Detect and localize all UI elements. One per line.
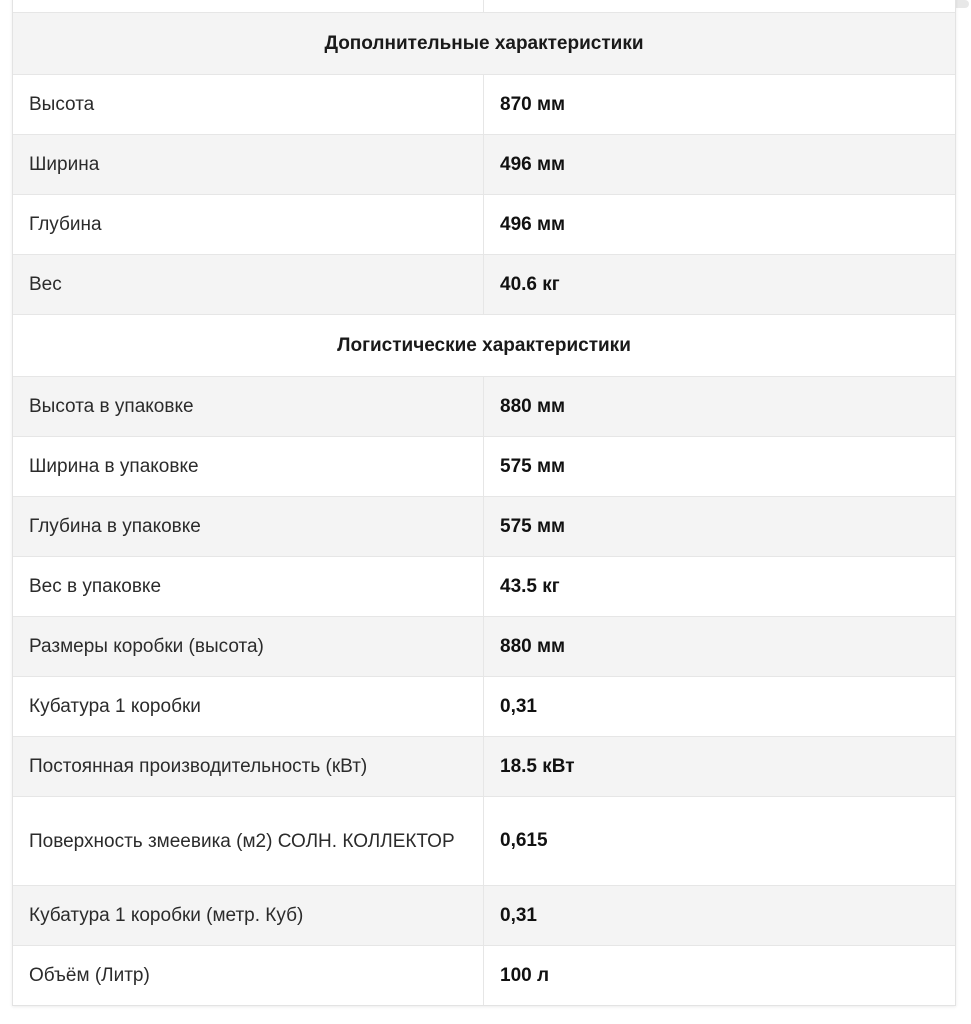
- table-row: [13, 676, 955, 736]
- row-value: 40.6 кг: [500, 273, 560, 295]
- row-value: [484, 0, 955, 12]
- row-value: 575 мм: [500, 515, 566, 537]
- table-row: [13, 134, 955, 194]
- table-row: [13, 496, 955, 556]
- table-row: [13, 254, 955, 314]
- row-label: Кубатура 1 коробки: [13, 677, 484, 736]
- table-row: [13, 436, 955, 496]
- row-label: Кубатура 1 коробки (метр. Куб): [13, 886, 484, 945]
- row-value: 100 л: [500, 964, 550, 986]
- row-label: Постоянная производительность (кВт): [13, 737, 484, 796]
- row-value: 575 мм: [500, 455, 566, 477]
- row-label: Ширина в упаковке: [13, 437, 484, 496]
- table-row: [13, 796, 955, 885]
- table-row: [13, 736, 955, 796]
- row-value: 43.5 кг: [500, 575, 560, 597]
- table-row: [13, 194, 955, 254]
- section-header-additional: [13, 12, 955, 74]
- row-value: 0,615: [500, 830, 548, 851]
- row-label: Глубина: [13, 195, 484, 254]
- table-row: [13, 616, 955, 676]
- table-row: [13, 74, 955, 134]
- section-title: Дополнительные характеристики: [324, 32, 644, 54]
- row-label: Размеры коробки (высота): [13, 617, 484, 676]
- table-row: [13, 556, 955, 616]
- row-value: 496 мм: [500, 153, 566, 175]
- row-value: 880 мм: [500, 395, 566, 417]
- row-label: Глубина в упаковке: [13, 497, 484, 556]
- row-label: Вес в упаковке: [13, 557, 484, 616]
- table-row: [13, 885, 955, 945]
- row-label: Вес: [13, 255, 484, 314]
- row-value: 0,31: [500, 695, 537, 717]
- row-value: 0,31: [500, 904, 537, 926]
- row-label: Ширина: [13, 135, 484, 194]
- row-label: Поверхность змеевика (м2) СОЛН. КОЛЛЕКТОР: [13, 797, 484, 885]
- specifications-table: [12, 0, 956, 1006]
- table-row: [13, 376, 955, 436]
- row-label: Объём (Литр): [13, 946, 484, 1005]
- row-label: Высота: [13, 75, 484, 134]
- row-label: Высота в упаковке: [13, 377, 484, 436]
- row-value: 18.5 кВт: [500, 755, 575, 777]
- row-label: [13, 0, 484, 12]
- row-value: 870 мм: [500, 93, 566, 115]
- row-value: 496 мм: [500, 213, 566, 235]
- section-header-logistics: [13, 314, 955, 376]
- row-value: 880 мм: [500, 635, 566, 657]
- table-row: [13, 945, 955, 1005]
- table-row-previous: [13, 0, 955, 12]
- section-title: Логистические характеристики: [337, 334, 631, 356]
